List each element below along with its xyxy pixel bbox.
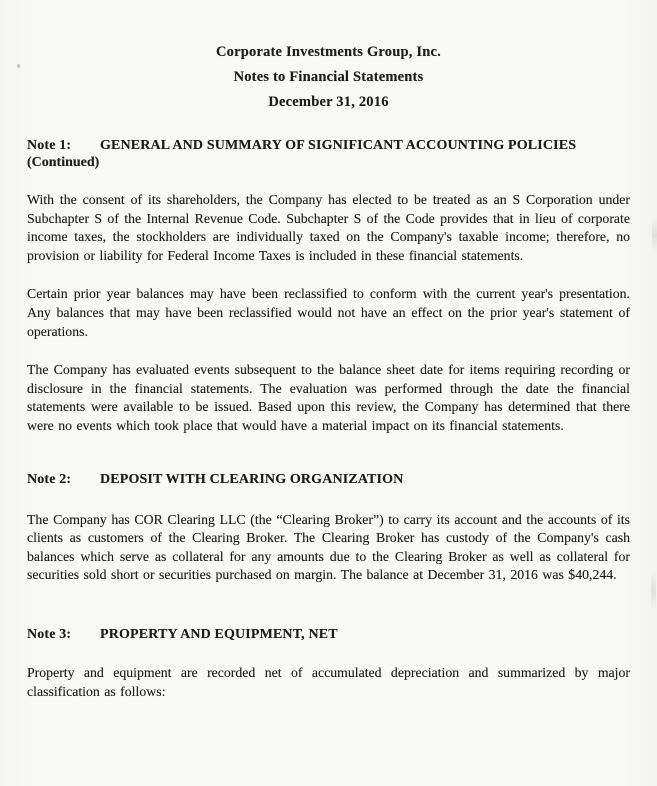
note-2-heading bbox=[27, 472, 630, 488]
document-title: Notes to Financial Statements bbox=[233, 69, 424, 85]
note-3-title: PROPERTY AND EQUIPMENT, NET bbox=[100, 626, 338, 642]
note-3-paragraph-1: Property and equipment are recorded net of accumulated depreciation and summarized by major classification as follows: bbox=[27, 664, 630, 699]
note-1-label: Note 1: bbox=[27, 138, 72, 153]
note-1-title: GENERAL AND SUMMARY OF SIGNIFICANT ACCOUNTING POLICIES bbox=[100, 138, 577, 153]
note-2-paragraph-1: The Company has COR Clearing LLC (the “Clearing Broker”) to carry its account and the accounts of its clients as customers of the Clearing Broker. The Clearing Broker has custody of the Company's cash balances which serve as collateral for any amounts due to the Clearing Broker as well as collateral for securities sold short or securities purchased on margin. The balance at December 31, 2016 was $40,244. bbox=[27, 511, 630, 583]
scan-artifact-dot bbox=[17, 64, 20, 68]
document-header bbox=[27, 44, 630, 111]
note-2-title: DEPOSIT WITH CLEARING ORGANIZATION bbox=[100, 471, 404, 487]
document-date: December 31, 2016 bbox=[268, 94, 389, 110]
note-2-label: Note 2: bbox=[27, 471, 72, 487]
note-3-section bbox=[27, 627, 630, 701]
note-1-continued: (Continued) bbox=[27, 155, 100, 170]
company-name: Corporate Investments Group, Inc. bbox=[215, 44, 442, 60]
scan-artifact-streak bbox=[652, 218, 657, 252]
note-3-label: Note 3: bbox=[27, 626, 72, 642]
note-3-heading bbox=[27, 627, 630, 643]
note-1-section bbox=[27, 138, 630, 436]
note-1-paragraph-2: Certain prior year balances may have been reclassified to conform with the current year's presentation. Any balances that may have been reclassified would not have an effect on the prior year's statement of operations. bbox=[27, 286, 630, 339]
note-2-section bbox=[27, 472, 630, 585]
note-1-heading bbox=[27, 138, 630, 154]
note-1-paragraph-1: With the consent of its shareholders, the Company has elected to be treated as an S Corporation under Subchapter S of the Internal Revenue Code. Subchapter S of the Code provides that in lieu of corporate income taxes, the stockholders are individually taxed on the Company's taxable income; therefore, no provision or liability for Federal Income Taxes is included in these financial statements. bbox=[27, 192, 630, 263]
note-1-paragraph-3: The Company has evaluated events subsequent to the balance sheet date for items requiring recording or disclosure in the financial statements. The evaluation was performed through the date the financial statements were available to be issued. Based upon this review, the Company has determined that there were no events which took place that would have a material impact on its financial statements. bbox=[27, 362, 630, 433]
scan-artifact-streak bbox=[651, 570, 656, 610]
